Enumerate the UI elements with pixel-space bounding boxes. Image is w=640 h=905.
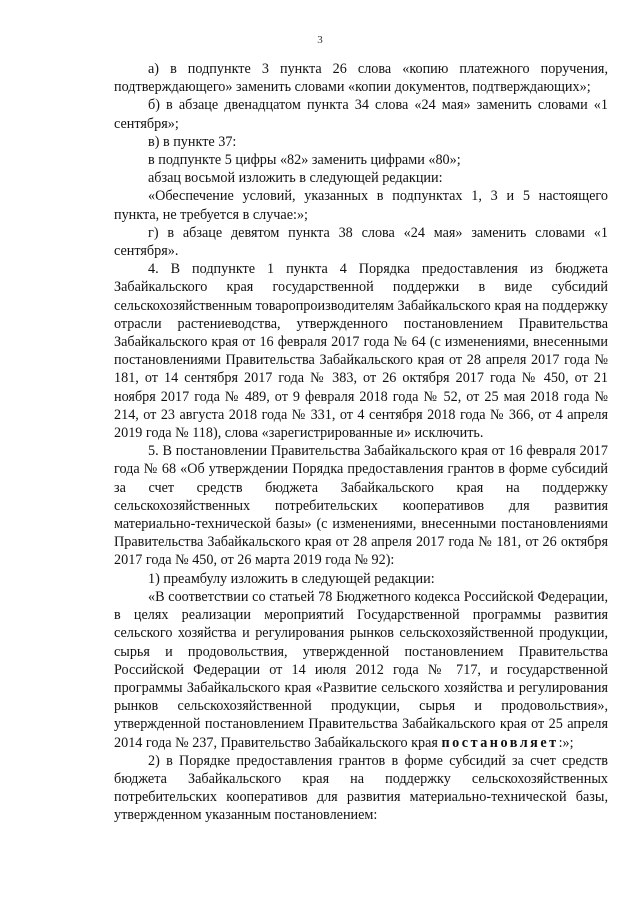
- paragraph-amendment-a: а) в подпункте 3 пункта 26 слова «копию платежного поручения, подтверждающего» заменить словами «копии документов, подтверждающих»;: [114, 61, 608, 96]
- preamble-emphasis: постановляет: [441, 734, 559, 751]
- paragraph-preamble-text: [114, 588, 608, 752]
- paragraph-amendment-g: г) в абзаце девятом пункта 38 слова «24 мая» заменить словами «1 сентября».: [114, 224, 608, 260]
- paragraph-amendment-v: в) в пункте 37:: [148, 133, 237, 150]
- document-body: [114, 60, 608, 825]
- paragraph-conditions-quote: «Обеспечение условий, указанных в подпунктах 1, 3 и 5 настоящего пункта, не требуется в случае:»;: [114, 188, 608, 223]
- page-number: 3: [317, 34, 323, 46]
- paragraph-item-4: 4. В подпункте 1 пункта 4 Порядка предоставления из бюджета Забайкальского края государственной поддержки в виде субсидий сельскохозяйственным товаропроизводителям Забайкальского края на поддержку отрасли растениеводства, утвержденного постановлением Правительства Забайкальского края от 16 февраля 2017 года № 64 (с изменениями, внесенными постановлениями Правительства Забайкальского края от 28 апреля 2017 года № 181, от 14 сентября 2017 года № 383, от 26 октября 2017 года № 450, от 21 ноября 2017 года № 489, от 9 февраля 2018 года № 52, от 25 мая 2018 года № 214, от 23 августа 2018 года № 331, от 4 сентября 2018 года № 366, от 4 апреля 2019 года № 118), слова «зарегистрированные и» исключить.: [114, 261, 608, 442]
- paragraph-amendment-b: б) в абзаце двенадцатом пункта 34 слова «24 мая» заменить словами «1 сентября»;: [114, 97, 608, 132]
- paragraph-item-5: 5. В постановлении Правительства Забайкальского края от 16 февраля 2017 года № 68 «Об утверждении Порядка предоставления грантов в форме субсидий за счет средств бюджета Забайкальского края на поддержку сельскохозяйственных потребительских кооперативов для развития материально-технической базы» (с изменениями, внесенными постановлениями Правительства Забайкальского края от 28 апреля 2017 года № 181, от 26 октября 2017 года № 450, от 26 марта 2019 года № 92):: [114, 443, 608, 569]
- preamble-body: «В соответствии со статьей 78 Бюджетного кодекса Российской Федерации, в целях реализации мероприятий Государственной программы развития сельского хозяйства и регулирования рынков сельскохозяйственной продукции, сырья и продовольствия, утвержденной постановлением Правительства Российской Федерации от 14 июля 2012 года № 717, и государственной программы Забайкальского края «Развитие сельского хозяйства и регулирования рынков сельскохозяйственной продукции, сырья и продовольствия», утвержденной постановлением Правительства Забайкальского края от 25 апреля 2014 года № 237, Правительство Забайкальского края: [114, 588, 608, 751]
- paragraph-preamble-intro: 1) преамбулу изложить в следующей редакции:: [148, 570, 435, 587]
- paragraph-eighth-abzac: абзац восьмой изложить в следующей редакции:: [148, 170, 443, 187]
- preamble-tail: :»;: [558, 734, 574, 751]
- paragraph-item-2: 2) в Порядке предоставления грантов в форме субсидий за счет средств бюджета Забайкальского края на поддержку сельскохозяйственных потребительских кооперативов для развития материально-технической базы, утвержденном указанным постановлением:: [114, 752, 608, 824]
- paragraph-subpoint-5: в подпункте 5 цифры «82» заменить цифрами «80»;: [148, 152, 461, 169]
